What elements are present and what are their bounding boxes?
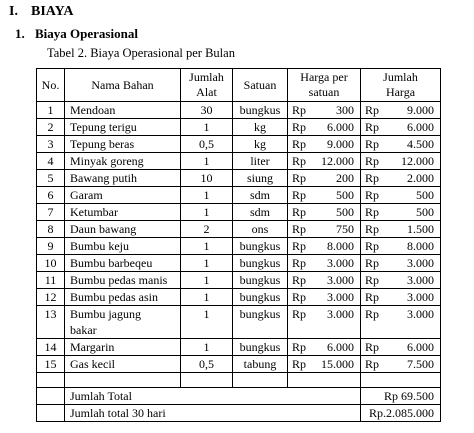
header-jumlah-harga: Jumlah Harga	[361, 69, 441, 102]
cell-satuan: bungkus	[233, 102, 288, 119]
cell-jumlah-harga: Rp 12.000	[361, 153, 441, 170]
table-row	[37, 187, 441, 204]
cell-jumlah-harga: Rp 9.000	[361, 102, 441, 119]
cell-nama-bahan: Mendoan	[65, 102, 181, 119]
cell-jumlah-alat: 1	[181, 306, 233, 339]
table-row	[37, 356, 441, 373]
cell-jumlah-harga: Rp 7.500	[361, 356, 441, 373]
cell-no: 3	[37, 136, 65, 153]
cell-satuan: bungkus	[233, 255, 288, 272]
total-row	[37, 388, 441, 405]
cell-harga-per-satuan: Rp 6.000	[288, 339, 361, 356]
cell-harga-per-satuan: Rp 12.000	[288, 153, 361, 170]
total-30-label: Jumlah total 30 hari	[65, 405, 361, 422]
cell-jumlah-alat: 1	[181, 255, 233, 272]
cell-jumlah-harga: Rp 8.000	[361, 238, 441, 255]
cell-jumlah-alat: 1	[181, 119, 233, 136]
cell-nama-bahan: Bumbu keju	[65, 238, 181, 255]
cell-jumlah-alat: 30	[181, 102, 233, 119]
cell-harga-per-satuan: Rp 500	[288, 187, 361, 204]
cell-jumlah-alat: 1	[181, 289, 233, 306]
cell-harga-per-satuan: Rp 200	[288, 170, 361, 187]
cell-jumlah-harga: Rp 3.000	[361, 272, 441, 289]
cell-jumlah-harga: Rp 3.000	[361, 255, 441, 272]
cell-satuan: bungkus	[233, 272, 288, 289]
total-30-value: Rp.2.085.000	[361, 405, 441, 422]
header-nama-bahan: Nama Bahan	[65, 69, 181, 102]
cell-jumlah-alat: 1	[181, 153, 233, 170]
cell-nama-bahan: Ketumbar	[65, 204, 181, 221]
cell-nama-bahan: Daun bawang	[65, 221, 181, 238]
cell-harga-per-satuan: Rp 15.000	[288, 356, 361, 373]
table-row	[37, 136, 441, 153]
cell-satuan: bungkus	[233, 306, 288, 339]
section-heading	[9, 3, 74, 21]
cell-nama-bahan: Garam	[65, 187, 181, 204]
cell-no: 1	[37, 102, 65, 119]
cell-no: 6	[37, 187, 65, 204]
table-row	[37, 221, 441, 238]
cell-satuan: tabung	[233, 356, 288, 373]
cell-jumlah-alat: 1	[181, 204, 233, 221]
cell-jumlah-alat: 1	[181, 339, 233, 356]
cell-jumlah-harga: Rp 500	[361, 204, 441, 221]
cell-nama-bahan: Tepung terigu	[65, 119, 181, 136]
cell-jumlah-harga: Rp 4.500	[361, 136, 441, 153]
subsection-number: 1.	[15, 26, 25, 41]
total-label: Jumlah Total	[65, 388, 361, 405]
cell-nama-bahan: Bumbu pedas asin	[65, 289, 181, 306]
cell-nama-bahan: Tepung beras	[65, 136, 181, 153]
cost-table	[36, 68, 441, 422]
table-row	[37, 339, 441, 356]
total-30-row	[37, 405, 441, 422]
table-row	[37, 102, 441, 119]
section-number: I.	[9, 4, 18, 19]
cell-satuan: sdm	[233, 204, 288, 221]
table-row	[37, 204, 441, 221]
header-no: No.	[37, 69, 65, 102]
cell-no: 12	[37, 289, 65, 306]
cell-jumlah-harga: Rp 2.000	[361, 170, 441, 187]
table-row	[37, 289, 441, 306]
cell-nama-bahan: Minyak goreng	[65, 153, 181, 170]
cell-satuan: kg	[233, 136, 288, 153]
cell-nama-bahan: Bumbu barbeqeu	[65, 255, 181, 272]
cell-jumlah-harga: Rp 3.000	[361, 306, 441, 339]
cell-no: 5	[37, 170, 65, 187]
table-row	[37, 153, 441, 170]
table-header-row	[37, 69, 441, 102]
cell-jumlah-harga: Rp 500	[361, 187, 441, 204]
cell-harga-per-satuan: Rp 6.000	[288, 119, 361, 136]
cell-satuan: siung	[233, 170, 288, 187]
table-caption: Tabel 2. Biaya Operasional per Bulan	[47, 46, 235, 60]
cell-no: 11	[37, 272, 65, 289]
cell-no: 9	[37, 238, 65, 255]
cell-jumlah-alat: 1	[181, 272, 233, 289]
table-row	[37, 238, 441, 255]
cell-harga-per-satuan: Rp 3.000	[288, 272, 361, 289]
spacer-row	[37, 373, 441, 388]
cell-satuan: kg	[233, 119, 288, 136]
cell-satuan: bungkus	[233, 289, 288, 306]
cell-harga-per-satuan: Rp 750	[288, 221, 361, 238]
cell-no: 14	[37, 339, 65, 356]
cell-harga-per-satuan: Rp 500	[288, 204, 361, 221]
subsection-title: Biaya Operasional	[35, 26, 138, 41]
total-value: Rp 69.500	[361, 388, 441, 405]
cell-harga-per-satuan: Rp 3.000	[288, 289, 361, 306]
table-row	[37, 119, 441, 136]
cell-satuan: sdm	[233, 187, 288, 204]
cell-no: 8	[37, 221, 65, 238]
cell-jumlah-harga: Rp 6.000	[361, 339, 441, 356]
cell-jumlah-harga: Rp 3.000	[361, 289, 441, 306]
cell-harga-per-satuan: Rp 300	[288, 102, 361, 119]
cell-jumlah-alat: 1	[181, 238, 233, 255]
cell-jumlah-harga: Rp 6.000	[361, 119, 441, 136]
cell-jumlah-alat: 10	[181, 170, 233, 187]
cell-no: 2	[37, 119, 65, 136]
header-satuan: Satuan	[233, 69, 288, 102]
cell-jumlah-alat: 0,5	[181, 136, 233, 153]
cell-satuan: bungkus	[233, 339, 288, 356]
cell-harga-per-satuan: Rp 3.000	[288, 306, 361, 339]
cell-jumlah-alat: 1	[181, 187, 233, 204]
table-row	[37, 272, 441, 289]
cell-no: 10	[37, 255, 65, 272]
cell-jumlah-alat: 2	[181, 221, 233, 238]
cell-jumlah-alat: 0,5	[181, 356, 233, 373]
cell-no: 4	[37, 153, 65, 170]
cell-harga-per-satuan: Rp 3.000	[288, 255, 361, 272]
table-row	[37, 306, 441, 339]
cell-nama-bahan: Bumbu jagung bakar	[65, 306, 181, 339]
subsection-heading	[15, 25, 138, 42]
table-row	[37, 170, 441, 187]
cell-harga-per-satuan: Rp 8.000	[288, 238, 361, 255]
cell-no: 13	[37, 306, 65, 339]
header-jumlah-alat: Jumlah Alat	[181, 69, 233, 102]
cell-no: 15	[37, 356, 65, 373]
table-row	[37, 255, 441, 272]
cell-nama-bahan: Gas kecil	[65, 356, 181, 373]
cell-harga-per-satuan: Rp 9.000	[288, 136, 361, 153]
cell-satuan: ons	[233, 221, 288, 238]
header-harga-per-satuan: Harga per satuan	[288, 69, 361, 102]
cell-nama-bahan: Bawang putih	[65, 170, 181, 187]
section-title: BIAYA	[31, 4, 74, 19]
cell-jumlah-harga: Rp 1.500	[361, 221, 441, 238]
cell-satuan: bungkus	[233, 238, 288, 255]
cell-no: 7	[37, 204, 65, 221]
cell-nama-bahan: Bumbu pedas manis	[65, 272, 181, 289]
cell-satuan: liter	[233, 153, 288, 170]
cell-nama-bahan: Margarin	[65, 339, 181, 356]
